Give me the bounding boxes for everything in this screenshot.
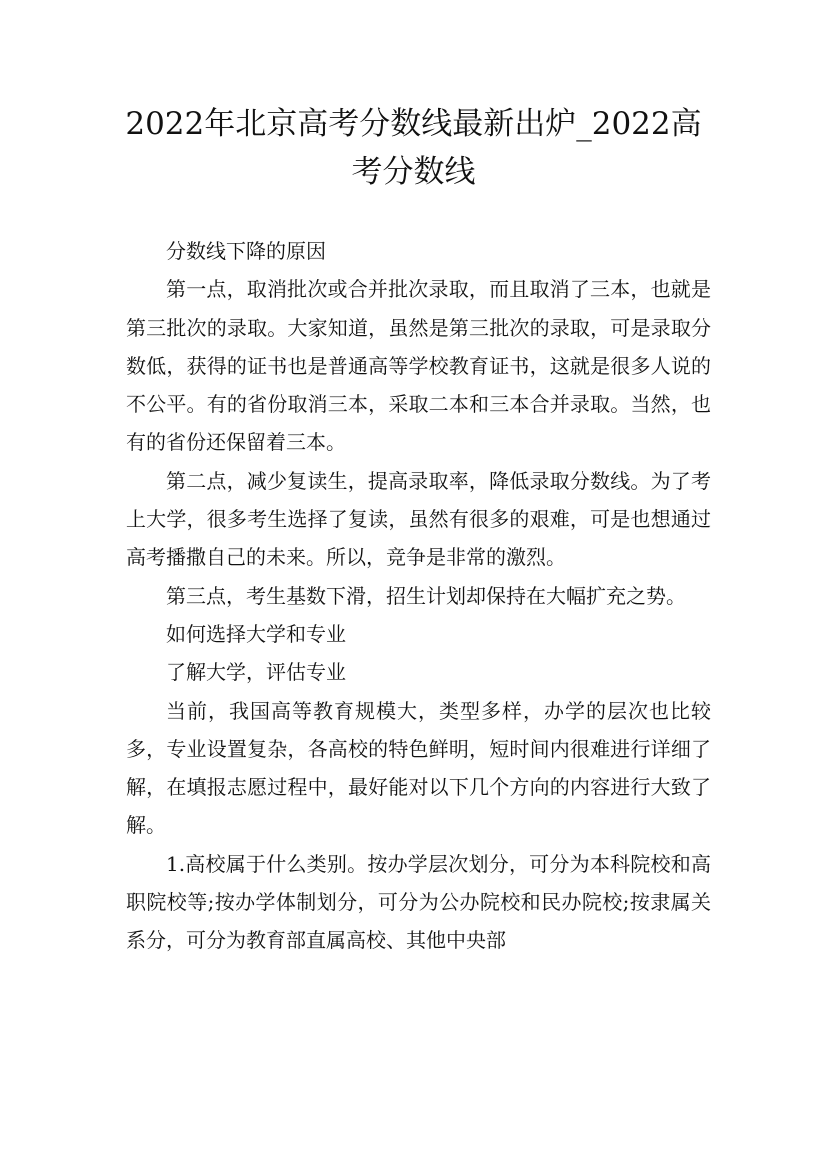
paragraph-current-situation: 当前，我国高等教育规模大，类型多样，办学的层次也比较多，专业设置复杂，各高校的特色鲜明，短时间内很难进行详细了解，在填报志愿过程中，最好能对以下几个方向的内容进行大致了解。 bbox=[126, 698, 711, 838]
paragraph-point-two: 第二点，减少复读生，提高录取率，降低录取分数线。为了考上大学，很多考生选择了复读，虽然有很多的艰难，可是也想通过高考播撒自己的未来。所以，竞争是非常的激烈。 bbox=[126, 468, 711, 570]
paragraph-university-category: 1.高校属于什么类别。按办学层次划分，可分为本科院校和高职院校等;按办学体制划分，可分为公办院校和民办院校;按隶属关系分，可分为教育部直属高校、其他中央部 bbox=[126, 851, 711, 953]
subheading-understand-universities: 了解大学，评估专业 bbox=[166, 660, 346, 685]
document-body bbox=[126, 232, 711, 960]
paragraph-point-one: 第一点，取消批次或合并批次录取，而且取消了三本，也就是第三批次的录取。大家知道，虽然是第三批次的录取，可是录取分数低，获得的证书也是普通高等学校教育证书，这就是很多人说的不公平。有的省份取消三本，采取二本和三本合并录取。当然，也有的省份还保留着三本。 bbox=[126, 277, 711, 455]
heading-reasons: 分数线下降的原因 bbox=[166, 239, 326, 263]
document-title: 2022年北京高考分数线最新出炉_2022高考分数线 bbox=[125, 106, 702, 190]
heading-how-to-choose: 如何选择大学和专业 bbox=[166, 621, 346, 646]
paragraph-point-three: 第三点，考生基数下滑，招生计划却保持在大幅扩充之势。 bbox=[166, 583, 686, 608]
